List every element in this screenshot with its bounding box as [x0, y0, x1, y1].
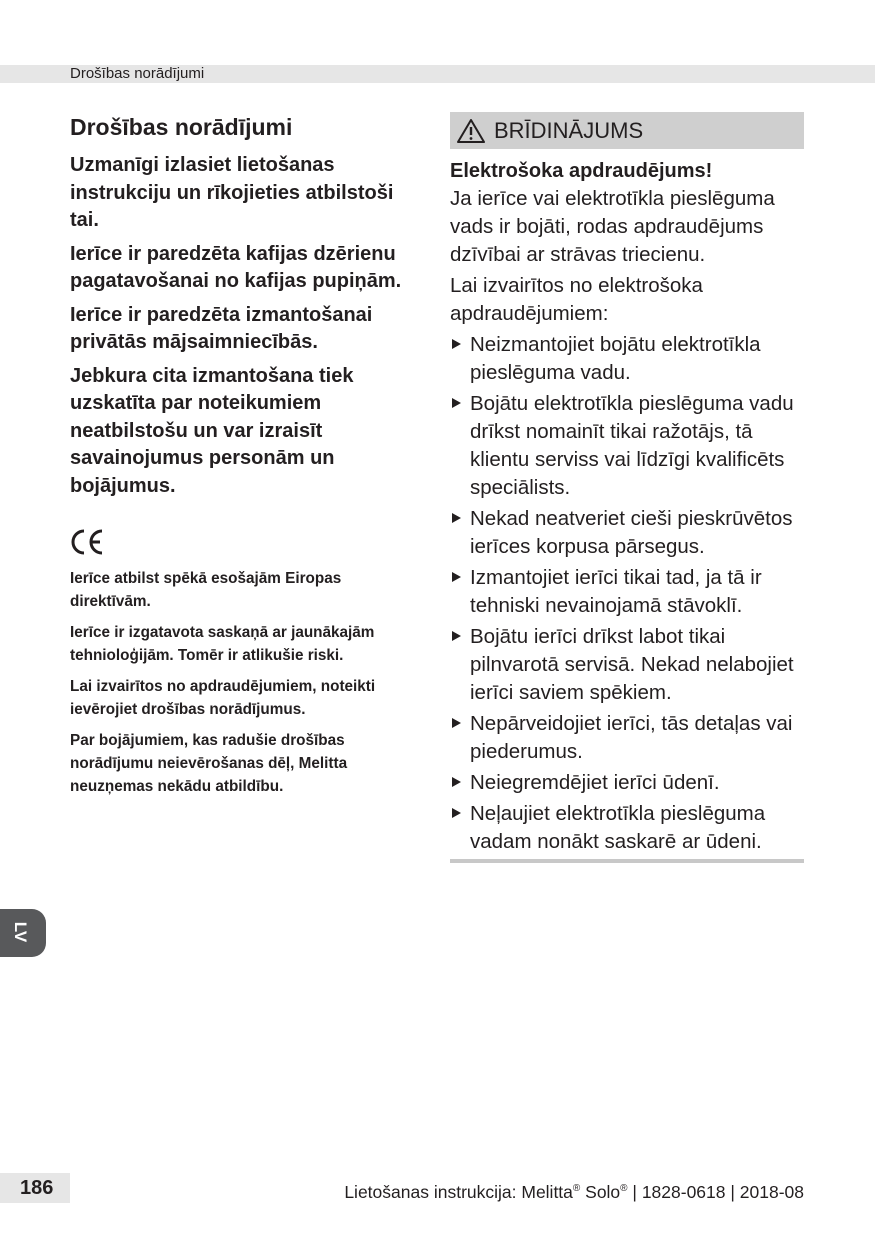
bullet-arrow-icon — [452, 398, 461, 408]
running-header-bar — [0, 65, 875, 83]
warning-heading: BRĪDINĀJUMS — [494, 118, 644, 143]
bullet-arrow-icon — [452, 339, 461, 349]
bullet-arrow-icon — [452, 631, 461, 641]
list-item — [450, 710, 804, 766]
list-item — [450, 564, 804, 620]
bullet-arrow-icon — [452, 572, 461, 582]
list-item — [450, 331, 804, 387]
list-item — [450, 505, 804, 561]
warning-triangle-icon — [456, 118, 486, 144]
list-item-text: Nepārveidojiet ierīci, tās detaļas vai piederumus. — [470, 712, 793, 763]
running-header-title: Drošības norādījumi — [70, 65, 205, 82]
footer-product: Solo — [580, 1181, 621, 1202]
section-title: Drošības norādījumi — [70, 114, 293, 140]
warning-paragraph: Lai izvairītos no elektrošoka apdraudējumiem: — [450, 274, 703, 325]
note-paragraph: Par bojājumiem, kas radušie drošības norādījumu neievērošanas dēļ, Melitta neuzņemas nekādu atbildību. — [70, 732, 348, 795]
bullet-arrow-icon — [452, 513, 461, 523]
warning-bottom-rule — [450, 859, 804, 863]
note-paragraph: Ierīce ir izgatavota saskaņā ar jaunākajām tehnioloģijām. Tomēr ir atlikušie riski. — [70, 624, 375, 664]
bullet-arrow-icon — [452, 808, 461, 818]
intro-paragraph: Jebkura cita izmantošana tiek uzskatīta par noteikumiem neatbilstošu un var izraisīt savainojumus personām un bojājumus. — [70, 364, 354, 497]
list-item — [450, 769, 804, 797]
ce-mark-icon — [70, 527, 106, 557]
warning-box — [450, 112, 804, 863]
left-column — [70, 112, 425, 806]
registered-mark: ® — [620, 1183, 628, 1194]
registered-mark: ® — [572, 1183, 581, 1194]
list-item-text: Nekad neatveriet cieši pieskrūvētos ierīces korpusa pārsegus. — [470, 507, 793, 558]
page-number: 186 — [20, 1177, 54, 1199]
intro-paragraph: Uzmanīgi izlasiet lietošanas instrukciju un rīkojieties atbilstoši tai. — [70, 154, 394, 231]
note-paragraph: Lai izvairītos no apdraudējumiem, noteikti ievērojiet drošības norādījumus. — [70, 678, 376, 718]
intro-paragraph: Ierīce ir paredzēta izmantošanai privātās mājsaimniecībās. — [70, 303, 373, 353]
footer-doc-suffix: | 1828-0618 | 2018-08 — [627, 1181, 804, 1202]
list-item-text: Neizmantojiet bojātu elektrotīkla pieslēguma vadu. — [470, 333, 761, 384]
list-item-text: Bojātu ierīci drīkst labot tikai pilnvarotā servisā. Nekad nelabojiet ierīci saviem spēkiem. — [470, 625, 794, 704]
warning-bullet-list — [450, 331, 804, 856]
language-tab — [0, 909, 46, 957]
list-item-text: Izmantojiet ierīci tikai tad, ja tā ir tehniski nevainojamā stāvoklī. — [470, 566, 762, 617]
list-item — [450, 800, 804, 856]
bullet-arrow-icon — [452, 718, 461, 728]
list-item-text: Neļaujiet elektrotīkla pieslēguma vadam nonākt saskarē ar ūdeni. — [470, 802, 766, 853]
warning-paragraph: Ja ierīce vai elektrotīkla pieslēguma vads ir bojāti, rodas apdraudējums dzīvībai ar strāvas triecienu. — [450, 187, 775, 266]
bullet-arrow-icon — [452, 777, 461, 787]
document-footer — [344, 1178, 804, 1203]
list-item-text: Bojātu elektrotīkla pieslēguma vadu drīkst nomainīt tikai ražotājs, tā klientu serviss vai līdzīgi kvalificēts speciālists. — [470, 392, 794, 499]
intro-paragraph: Ierīce ir paredzēta kafijas dzērienu pagatavošanai no kafijas pupiņām. — [70, 242, 402, 292]
language-tab-label: LV — [11, 921, 31, 943]
warning-subheading: Elektrošoka apdraudējums! — [450, 160, 713, 182]
list-item — [450, 623, 804, 707]
footer-doc-prefix: Lietošanas instrukcija: Melitta — [344, 1181, 573, 1202]
list-item-text: Neiegremdējiet ierīci ūdenī. — [470, 771, 720, 794]
page-number-box — [0, 1173, 70, 1203]
list-item — [450, 390, 804, 502]
note-paragraph: Ierīce atbilst spēkā esošajām Eiropas direktīvām. — [70, 570, 342, 610]
warning-header — [450, 112, 804, 149]
